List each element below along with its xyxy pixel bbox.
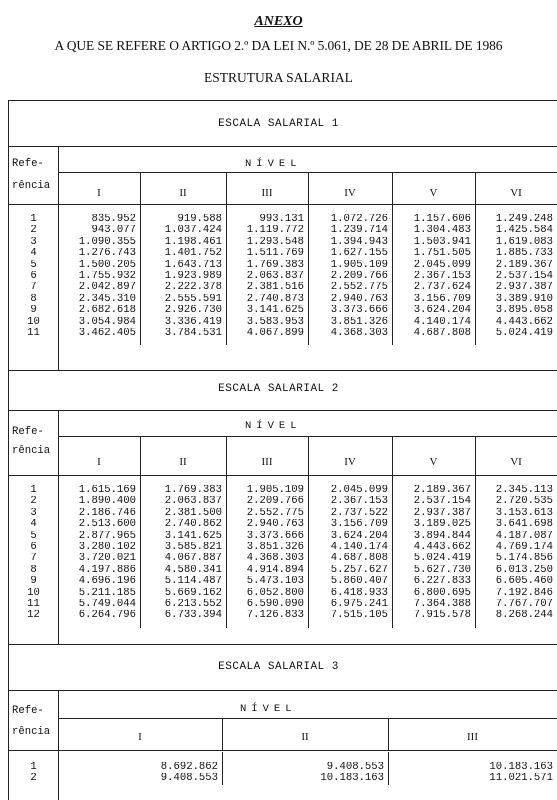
table-row [9, 588, 557, 599]
scale-1-title: ESCALA SALARIAL 1 [218, 118, 339, 130]
salary-value-cell: 2.209.766 [309, 271, 393, 282]
salary-value-cell: 3.373.666 [227, 531, 309, 542]
table-row [9, 519, 557, 530]
salary-value-cell: 7.364.388 [393, 599, 476, 610]
annex-title: ANEXO [254, 14, 303, 29]
salary-value-cell: 3.720.021 [59, 553, 141, 564]
salary-value-cell: 4.368.303 [227, 553, 309, 564]
salary-value-cell: 2.189.367 [476, 260, 557, 271]
salary-value-cell: 1.037.424 [141, 225, 227, 236]
scale-1-title-divider [8, 146, 557, 147]
reference-cell: 8 [9, 565, 59, 576]
salary-value-cell: 1.500.205 [59, 260, 141, 271]
salary-value-cell: 7.915.578 [393, 610, 476, 621]
salary-value-cell: 1.923.989 [141, 271, 227, 282]
reference-cell: 6 [9, 271, 59, 282]
table-row [9, 214, 557, 225]
reference-cell: 10 [9, 317, 59, 328]
salary-value-cell: 2.740.862 [141, 519, 227, 530]
salary-value-cell: 1.769.383 [227, 260, 309, 271]
salary-value-cell: 5.627.730 [393, 565, 476, 576]
level-header-iv: IV [344, 187, 356, 199]
salary-value-cell: 2.552.775 [309, 282, 393, 293]
table-row [9, 282, 557, 293]
scale-3-nivel-label: NÍVEL [240, 703, 297, 715]
salary-value-cell: 2.937.387 [393, 508, 476, 519]
level-header-ii: II [301, 731, 309, 743]
salary-value-cell: 2.537.154 [476, 271, 557, 282]
salary-value-cell: 3.156.709 [393, 294, 476, 305]
salary-value-cell: 4.197.886 [59, 565, 141, 576]
reference-cell: 4 [9, 519, 59, 530]
level-header-i: I [97, 187, 101, 199]
level-column-divider [475, 172, 476, 204]
salary-value-cell: 3.189.025 [393, 519, 476, 530]
salary-value-cell: 7.515.105 [309, 610, 393, 621]
salary-value-cell: 4.687.808 [393, 328, 476, 339]
level-column-divider [308, 172, 309, 204]
level-column-divider [475, 436, 476, 475]
salary-value-cell: 3.373.666 [309, 305, 393, 316]
level-column-divider [388, 718, 389, 750]
salary-value-cell: 2.367.153 [393, 271, 476, 282]
table-row [9, 225, 557, 236]
salary-value-cell: 2.045.099 [393, 260, 476, 271]
scale-3-nivel-divider [58, 718, 557, 719]
salary-value-cell: 6.590.090 [227, 599, 309, 610]
level-column-divider [222, 718, 223, 750]
salary-value-cell: 2.042.897 [59, 282, 141, 293]
salary-value-cell: 6.800.695 [393, 588, 476, 599]
salary-value-cell: 3.462.405 [59, 328, 141, 339]
table-row [9, 762, 557, 773]
salary-value-cell: 1.293.548 [227, 237, 309, 248]
salary-value-cell: 1.119.772 [227, 225, 309, 236]
salary-value-cell: 1.751.505 [393, 248, 476, 259]
salary-value-cell: 5.024.419 [393, 553, 476, 564]
reference-cell: 9 [9, 305, 59, 316]
scale-1-bottom-line [8, 370, 557, 371]
table-row [9, 508, 557, 519]
reference-cell: 7 [9, 553, 59, 564]
reference-cell: 10 [9, 588, 59, 599]
salary-value-cell: 2.940.763 [227, 519, 309, 530]
salary-value-cell: 3.054.984 [59, 317, 141, 328]
salary-value-cell: 2.222.378 [141, 282, 227, 293]
table-row [9, 485, 557, 496]
scale-3-ref-label-2: rência [12, 726, 51, 738]
level-header-vi: VI [510, 456, 522, 468]
reference-cell: 11 [9, 599, 59, 610]
table-row [9, 496, 557, 507]
reference-cell: 2 [9, 496, 59, 507]
salary-value-cell: 3.153.613 [476, 508, 557, 519]
salary-value-cell: 1.157.606 [393, 214, 476, 225]
salary-value-cell: 2.063.837 [227, 271, 309, 282]
table-row [9, 260, 557, 271]
reference-cell: 1 [9, 214, 59, 225]
salary-value-cell: 6.052.800 [227, 588, 309, 599]
salary-value-cell: 5.669.162 [141, 588, 227, 599]
salary-value-cell: 4.443.662 [476, 317, 557, 328]
salary-value-cell: 6.733.394 [141, 610, 227, 621]
salary-value-cell: 2.926.730 [141, 305, 227, 316]
salary-value-cell: 2.682.618 [59, 305, 141, 316]
salary-value-cell: 3.336.419 [141, 317, 227, 328]
salary-value-cell: 1.304.483 [393, 225, 476, 236]
table-row [9, 271, 557, 282]
reference-cell: 11 [9, 328, 59, 339]
salary-value-cell: 8.268.244 [476, 610, 557, 621]
salary-value-cell: 1.615.169 [59, 485, 141, 496]
salary-value-cell: 4.187.087 [476, 531, 557, 542]
table-row [9, 305, 557, 316]
salary-value-cell: 3.156.709 [309, 519, 393, 530]
salary-value-cell: 2.555.591 [141, 294, 227, 305]
table-row [9, 531, 557, 542]
salary-value-cell: 5.473.103 [227, 576, 309, 587]
salary-value-cell: 5.174.856 [476, 553, 557, 564]
scale-1-ref-label-2: rência [12, 180, 51, 192]
salary-value-cell: 6.227.833 [393, 576, 476, 587]
salary-value-cell: 993.131 [227, 214, 309, 225]
salary-value-cell: 3.624.204 [393, 305, 476, 316]
salary-value-cell: 1.394.943 [309, 237, 393, 248]
salary-value-cell: 2.737.522 [309, 508, 393, 519]
salary-value-cell: 5.860.407 [309, 576, 393, 587]
salary-value-cell: 4.687.808 [309, 553, 393, 564]
salary-value-cell: 2.381.500 [141, 508, 227, 519]
reference-cell: 8 [9, 294, 59, 305]
salary-value-cell: 4.140.174 [393, 317, 476, 328]
salary-value-cell: 3.389.910 [476, 294, 557, 305]
salary-value-cell: 9.408.553 [223, 762, 389, 773]
salary-value-cell: 1.401.752 [141, 248, 227, 259]
salary-value-cell: 2.513.600 [59, 519, 141, 530]
salary-value-cell: 3.280.102 [59, 542, 141, 553]
scale-2-ref-label-1: Refe- [12, 426, 44, 438]
table-row [9, 248, 557, 259]
law-reference-subtitle: A QUE SE REFERE O ARTIGO 2.º DA LEI N.º 5.061, DE 28 DE ABRIL DE 1986 [54, 38, 503, 53]
salary-value-cell: 2.209.766 [227, 496, 309, 507]
salary-value-cell: 2.063.837 [141, 496, 227, 507]
reference-cell: 1 [9, 762, 59, 773]
salary-value-cell: 2.737.624 [393, 282, 476, 293]
salary-value-cell: 6.605.460 [476, 576, 557, 587]
level-header-i: I [97, 456, 101, 468]
level-header-ii: II [179, 187, 187, 199]
salary-value-cell: 10.183.163 [223, 773, 389, 784]
salary-value-cell: 1.890.400 [59, 496, 141, 507]
reference-cell: 12 [9, 610, 59, 621]
salary-value-cell: 4.067.887 [141, 553, 227, 564]
salary-value-cell: 3.583.953 [227, 317, 309, 328]
salary-value-cell: 4.914.894 [227, 565, 309, 576]
salary-value-cell: 2.740.873 [227, 294, 309, 305]
salary-value-cell: 1.249.248 [476, 214, 557, 225]
salary-value-cell: 6.213.552 [141, 599, 227, 610]
level-header-iii: III [261, 456, 273, 468]
table-row [9, 294, 557, 305]
level-header-iv: IV [344, 456, 356, 468]
scale-2-bottom-line [8, 644, 557, 645]
salary-value-cell: 1.769.383 [141, 485, 227, 496]
salary-value-cell: 4.696.196 [59, 576, 141, 587]
salary-value-cell: 2.877.965 [59, 531, 141, 542]
salary-value-cell: 6.975.241 [309, 599, 393, 610]
reference-cell: 5 [9, 260, 59, 271]
salary-value-cell: 4.067.899 [227, 328, 309, 339]
scale-2-nivel-label: NÍVEL [245, 420, 302, 432]
reference-cell: 7 [9, 282, 59, 293]
scale-2-ref-label-2: rência [12, 445, 51, 457]
salary-value-cell: 2.045.099 [309, 485, 393, 496]
salary-value-cell: 1.276.743 [59, 248, 141, 259]
level-header-ii: II [179, 456, 187, 468]
level-column-divider [392, 436, 393, 475]
scale-3-title-divider [8, 690, 557, 691]
scale-1-nivel-label: NÍVEL [245, 158, 302, 170]
salary-value-cell: 5.749.044 [59, 599, 141, 610]
salary-value-cell: 2.937.387 [476, 282, 557, 293]
level-header-i: I [138, 731, 142, 743]
salary-value-cell: 2.367.153 [309, 496, 393, 507]
salary-value-cell: 7.192.846 [476, 588, 557, 599]
scale-2-title: ESCALA SALARIAL 2 [218, 383, 339, 395]
salary-value-cell: 3.585.821 [141, 542, 227, 553]
salary-value-cell: 1.503.941 [393, 237, 476, 248]
scale-2-title-divider [8, 410, 557, 411]
level-header-iii: III [467, 731, 478, 743]
scale-1-ref-label-1: Refe- [12, 158, 44, 170]
reference-cell: 4 [9, 248, 59, 259]
frame-top-line [8, 100, 557, 101]
scale-1-table [8, 204, 557, 345]
table-row [9, 599, 557, 610]
reference-cell: 9 [9, 576, 59, 587]
salary-value-cell: 5.211.185 [59, 588, 141, 599]
salary-value-cell: 10.183.163 [389, 762, 557, 773]
table-row [9, 317, 557, 328]
salary-value-cell: 3.641.698 [476, 519, 557, 530]
salary-value-cell: 1.090.355 [59, 237, 141, 248]
reference-cell: 6 [9, 542, 59, 553]
level-column-divider [226, 172, 227, 204]
salary-value-cell: 2.552.775 [227, 508, 309, 519]
salary-value-cell: 2.189.367 [393, 485, 476, 496]
salary-value-cell: 4.580.341 [141, 565, 227, 576]
reference-cell: 1 [9, 485, 59, 496]
salary-value-cell: 1.239.714 [309, 225, 393, 236]
salary-value-cell: 919.588 [141, 214, 227, 225]
salary-value-cell: 3.624.204 [309, 531, 393, 542]
table-row [9, 553, 557, 564]
salary-value-cell: 1.627.155 [309, 248, 393, 259]
table-row [9, 576, 557, 587]
level-column-divider [140, 172, 141, 204]
salary-value-cell: 2.720.535 [476, 496, 557, 507]
salary-value-cell: 4.140.174 [309, 542, 393, 553]
salary-value-cell: 3.851.326 [309, 317, 393, 328]
table-row [9, 328, 557, 339]
salary-value-cell: 1.511.769 [227, 248, 309, 259]
salary-value-cell: 1.905.109 [227, 485, 309, 496]
level-header-iii: III [261, 187, 273, 199]
salary-value-cell: 835.952 [59, 214, 141, 225]
scale-3-title: ESCALA SALARIAL 3 [218, 661, 339, 673]
salary-value-cell: 2.345.113 [476, 485, 557, 496]
table-row [9, 773, 557, 784]
reference-cell: 5 [9, 531, 59, 542]
salary-value-cell: 8.692.862 [59, 762, 223, 773]
salary-value-cell: 6.013.250 [476, 565, 557, 576]
salary-value-cell: 1.643.713 [141, 260, 227, 271]
reference-cell: 3 [9, 237, 59, 248]
salary-value-cell: 1.755.932 [59, 271, 141, 282]
scale-2-table [8, 475, 557, 628]
structure-heading: ESTRUTURA SALARIAL [204, 70, 353, 85]
salary-value-cell: 1.885.733 [476, 248, 557, 259]
salary-value-cell: 6.418.933 [309, 588, 393, 599]
salary-value-cell: 3.141.625 [227, 305, 309, 316]
scale-3-header-divider [8, 750, 557, 751]
table-row [9, 565, 557, 576]
salary-value-cell: 5.257.627 [309, 565, 393, 576]
salary-value-cell: 4.443.662 [393, 542, 476, 553]
salary-value-cell: 3.784.531 [141, 328, 227, 339]
salary-value-cell: 5.114.487 [141, 576, 227, 587]
salary-value-cell: 4.368.303 [309, 328, 393, 339]
level-column-divider [308, 436, 309, 475]
salary-value-cell: 7.126.833 [227, 610, 309, 621]
scale-3-ref-label-1: Refe- [12, 705, 44, 717]
salary-value-cell: 2.381.516 [227, 282, 309, 293]
salary-value-cell: 943.077 [59, 225, 141, 236]
level-column-divider [226, 436, 227, 475]
level-header-vi: VI [510, 187, 522, 199]
scale-3-table [8, 752, 557, 785]
salary-value-cell: 2.186.746 [59, 508, 141, 519]
level-header-v: V [429, 456, 438, 468]
salary-value-cell: 1.072.726 [309, 214, 393, 225]
salary-value-cell: 2.345.310 [59, 294, 141, 305]
salary-value-cell: 3.894.844 [393, 531, 476, 542]
level-header-v: V [429, 187, 438, 199]
salary-value-cell: 1.425.584 [476, 225, 557, 236]
salary-value-cell: 3.851.326 [227, 542, 309, 553]
table-row [9, 237, 557, 248]
reference-cell: 3 [9, 508, 59, 519]
reference-cell: 2 [9, 225, 59, 236]
salary-value-cell: 11.021.571 [389, 773, 557, 784]
salary-value-cell: 2.537.154 [393, 496, 476, 507]
salary-value-cell: 5.024.419 [476, 328, 557, 339]
salary-value-cell: 2.940.763 [309, 294, 393, 305]
level-column-divider [140, 436, 141, 475]
salary-value-cell: 1.198.461 [141, 237, 227, 248]
table-row [9, 542, 557, 553]
salary-value-cell: 1.905.109 [309, 260, 393, 271]
table-row [9, 610, 557, 621]
level-column-divider [392, 172, 393, 204]
salary-value-cell: 1.619.083 [476, 237, 557, 248]
salary-value-cell: 7.767.707 [476, 599, 557, 610]
salary-value-cell: 4.769.174 [476, 542, 557, 553]
reference-cell: 2 [9, 773, 59, 784]
salary-value-cell: 9.408.553 [59, 773, 223, 784]
salary-value-cell: 3.141.625 [141, 531, 227, 542]
salary-value-cell: 3.895.058 [476, 305, 557, 316]
salary-value-cell: 6.264.796 [59, 610, 141, 621]
